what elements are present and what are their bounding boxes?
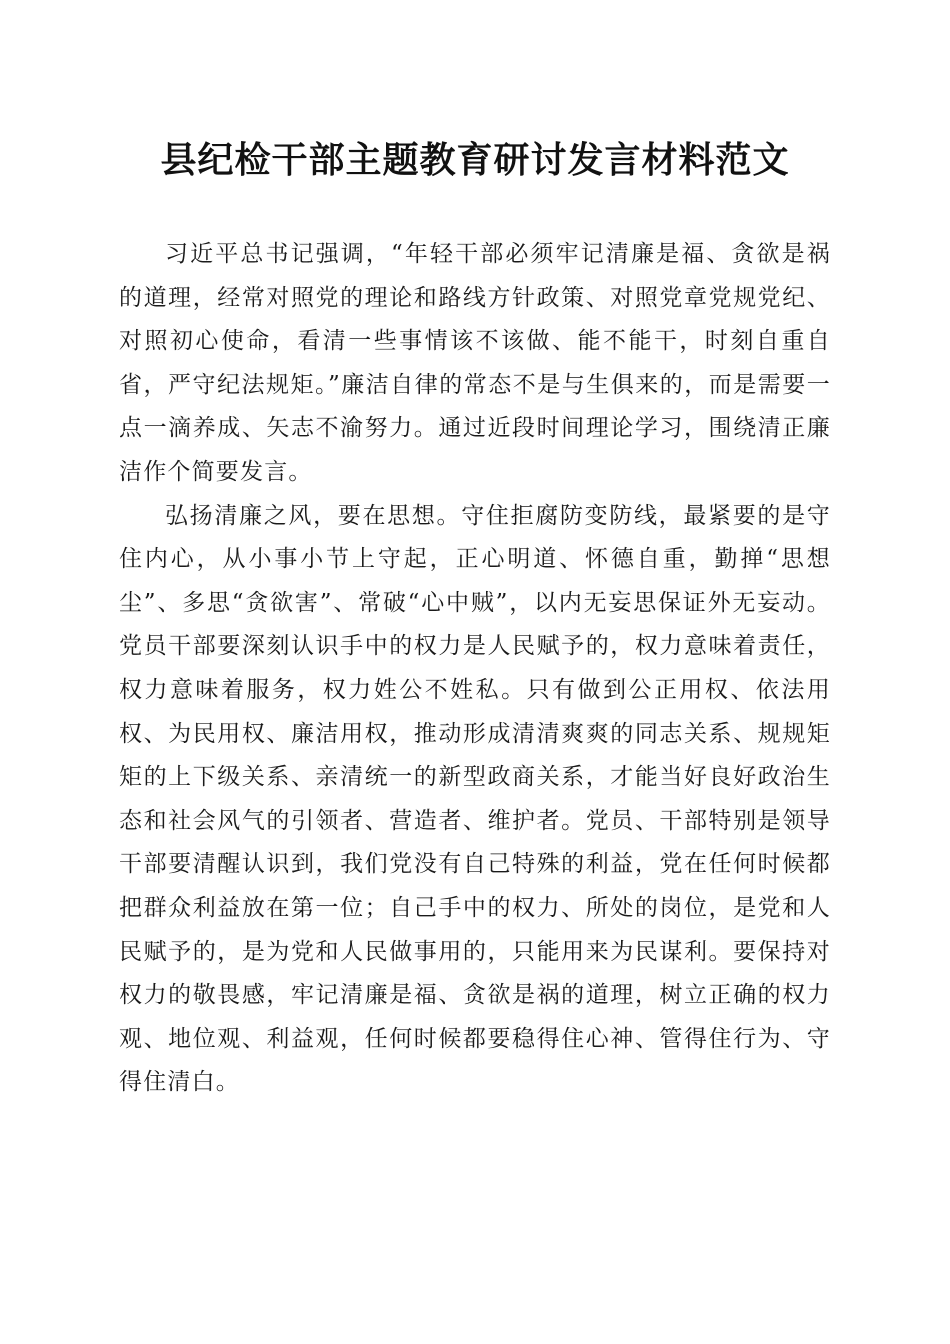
paragraph-intro: 习近平总书记强调，“年轻干部必须牢记清廉是福、贪欲是祸的道理，经常对照党的理论和路线方针政策、对照党章党规党纪、对照初心使命，看清一些事情该不该做、能不能干，时刻自重自省，严守纪法规矩。”廉洁自律的常态不是与生俱来的，而是需要一点一滴养成、矢志不渝努力。通过近段时间理论学习，围绕清正廉洁作个简要发言。 bbox=[119, 241, 831, 485]
document-body bbox=[119, 233, 831, 1105]
paragraph-clean-thought: 弘扬清廉之风，要在思想。守住拒腐防变防线，最紧要的是守住内心，从小事小节上守起，正心明道、怀德自重，勤掸“思想尘”、多思“贪欲害”、常破“心中贼”，以内无妄思保证外无妄动。党员干部要深刻认识手中的权力是人民赋予的，权力意味着责任，权力意味着服务，权力姓公不姓私。只有做到公正用权、依法用权、为民用权、廉洁用权，推动形成清清爽爽的同志关系、规规矩矩的上下级关系、亲清统一的新型政商关系，才能当好良好政治生态和社会风气的引领者、营造者、维护者。党员、干部特别是领导干部要清醒认识到，我们党没有自己特殊的利益，党在任何时候都把群众利益放在第一位；自己手中的权力、所处的岗位，是党和人民赋予的，是为党和人民做事用的，只能用来为民谋利。要保持对权力的敬畏感，牢记清廉是福、贪欲是祸的道理，树立正确的权力观、地位观、利益观，任何时候都要稳得住心神、管得住行为、守得住清白。 bbox=[119, 502, 831, 1096]
document-title: 县纪检干部主题教育研讨发言材料范文 bbox=[160, 139, 790, 181]
